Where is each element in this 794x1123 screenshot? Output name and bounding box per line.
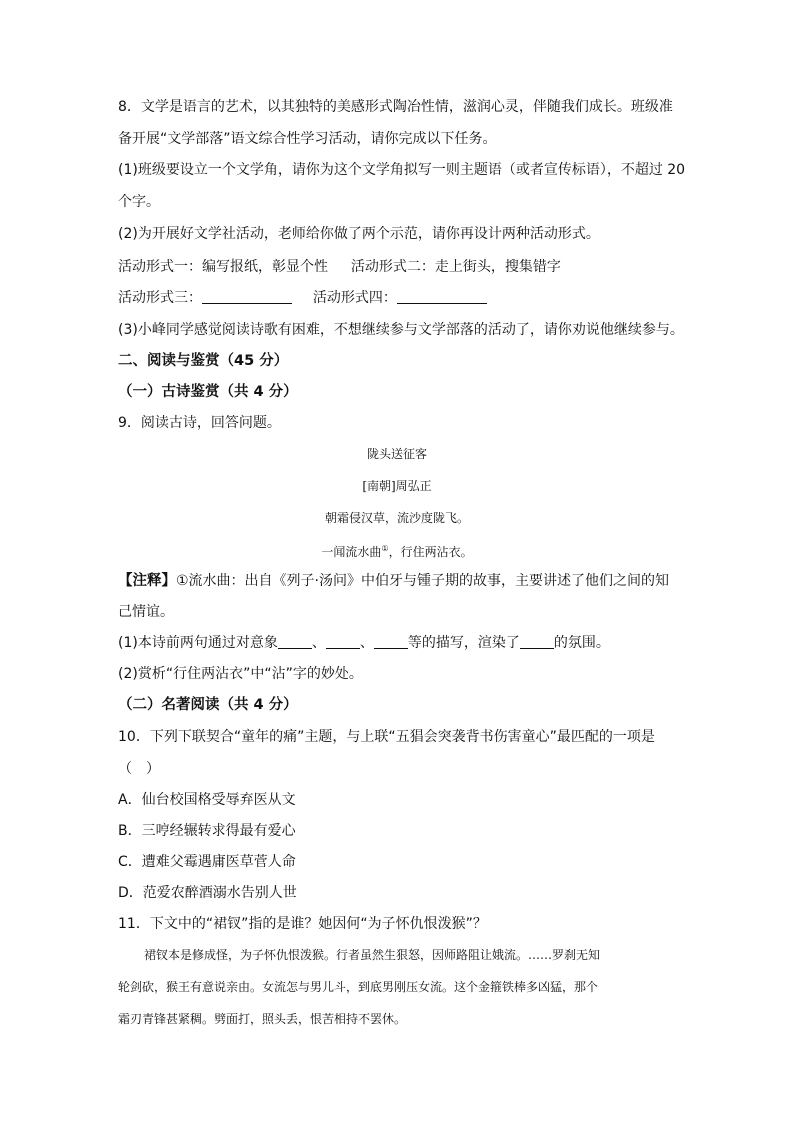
- option-c: C．遭难父霉遇庸医草菅人命: [118, 854, 296, 870]
- activity-form-2: 活动形式二：走上街头，搜集错字: [350, 259, 561, 275]
- q8-forms-row1: [118, 257, 561, 277]
- q8-part3: (3)小峰同学感觉阅读诗歌有困难，不想继续参与文学部落的活动了，请你劝说他继续参与。: [118, 322, 684, 338]
- poem-line-1: 朝霜侵汉草，流沙度陇飞。: [324, 511, 469, 525]
- q8-part1-cont: 个字。: [118, 194, 160, 210]
- q9-part1-middle: 等的描写，渲染了: [407, 635, 520, 651]
- q10-stem: 10．下列下联契合“童年的痛”主题，与上联“五猖会突袭背书伤害童心”最匹配的一项是: [118, 729, 655, 745]
- passage-line-2: 轮剑砍，猴王有意说亲由。女流怎与男儿斗，到底男刚压女流。这个金箍铁棒多凶猛，那个: [118, 980, 599, 994]
- q9-intro: 9．阅读古诗，回答问题。: [118, 415, 281, 431]
- option-a: A．仙台校国格受辱弃医从文: [118, 792, 296, 808]
- blank-atmosphere[interactable]: [520, 634, 554, 649]
- q11-stem: 11．下文中的“裙钗”指的是谁？她因何“为子怀仇恨泼猴”？: [118, 916, 487, 932]
- q8-line2: 备开展“文学部落”语文综合性学习活动，请你完成以下任务。: [118, 131, 497, 147]
- subsection-poetry-heading: （一）古诗鉴赏（共 4 分）: [118, 384, 298, 400]
- passage-line-1: 裙钗本是修成怪，为子怀仇恨泼猴。行者虽然生狠怒，因师路阻让娥流。……罗刹无知: [144, 948, 601, 962]
- poem-title: 陇头送征客: [366, 447, 427, 461]
- q9-note-cont: 己情谊。: [118, 604, 174, 620]
- q8-part1: (1)班级要设立一个文学角，请你为这个文学角拟写一则主题语（或者宣传标语），不超过 20: [118, 162, 686, 178]
- answer-paren[interactable]: （ ）: [118, 761, 160, 777]
- q9-part2: (2)赏析“行住两沾衣”中“沾”字的妙处。: [118, 666, 363, 682]
- poem-author: [南朝]周弘正: [362, 479, 432, 493]
- note-label: 【注释】: [118, 573, 176, 589]
- passage-line-3: 霜刃青锋甚紧稠。劈面打，照头丢，恨苦相持不罢休。: [118, 1012, 407, 1026]
- option-d: D．范爱农醉酒溺水告别人世: [118, 885, 297, 901]
- q9-part1-suffix: 的氛围。: [553, 635, 610, 651]
- blank-image-3[interactable]: [374, 634, 408, 649]
- blank-image-1[interactable]: [278, 634, 312, 649]
- activity-form-3: 活动形式三：: [118, 290, 202, 306]
- q8-part2: (2)为开展好文学社活动，老师给你做了两个示范，请你再设计两种活动形式。: [118, 226, 600, 242]
- subsection-classics-heading: （二）名著阅读（共 4 分）: [118, 697, 298, 713]
- q9-note: [118, 571, 669, 591]
- q8-line1: 8．文学是语言的艺术，以其独特的美感形式陶冶性情，滋润心灵，伴随我们成长。班级准: [118, 99, 673, 115]
- poem-line-2-a: 一闻流水曲: [321, 545, 382, 559]
- separator-2: 、: [359, 635, 374, 651]
- blank-form-3[interactable]: [202, 289, 292, 304]
- q9-part1: [118, 633, 610, 653]
- q8-forms-row2: [118, 288, 487, 308]
- separator-1: 、: [311, 635, 326, 651]
- blank-image-2[interactable]: [326, 634, 360, 649]
- note-text: ①流水曲：出自《列子·汤问》中伯牙与锺子期的故事，主要讲述了他们之间的知: [176, 573, 669, 589]
- option-b: B．三哼经辗转求得最有爱心: [118, 823, 296, 839]
- blank-form-4[interactable]: [397, 289, 487, 304]
- activity-form-4: 活动形式四：: [312, 290, 397, 306]
- section-2-heading: 二、阅读与鉴赏（45 分）: [118, 353, 289, 369]
- poem-line-2-b: ，行住两沾衣。: [388, 545, 473, 559]
- q9-part1-prefix: (1)本诗前两句通过对意象: [118, 635, 278, 651]
- footnote-mark: ①: [381, 544, 389, 553]
- activity-form-1: 活动形式一：编写报纸，彰显个性: [118, 259, 328, 275]
- poem-line-2: [0, 540, 794, 561]
